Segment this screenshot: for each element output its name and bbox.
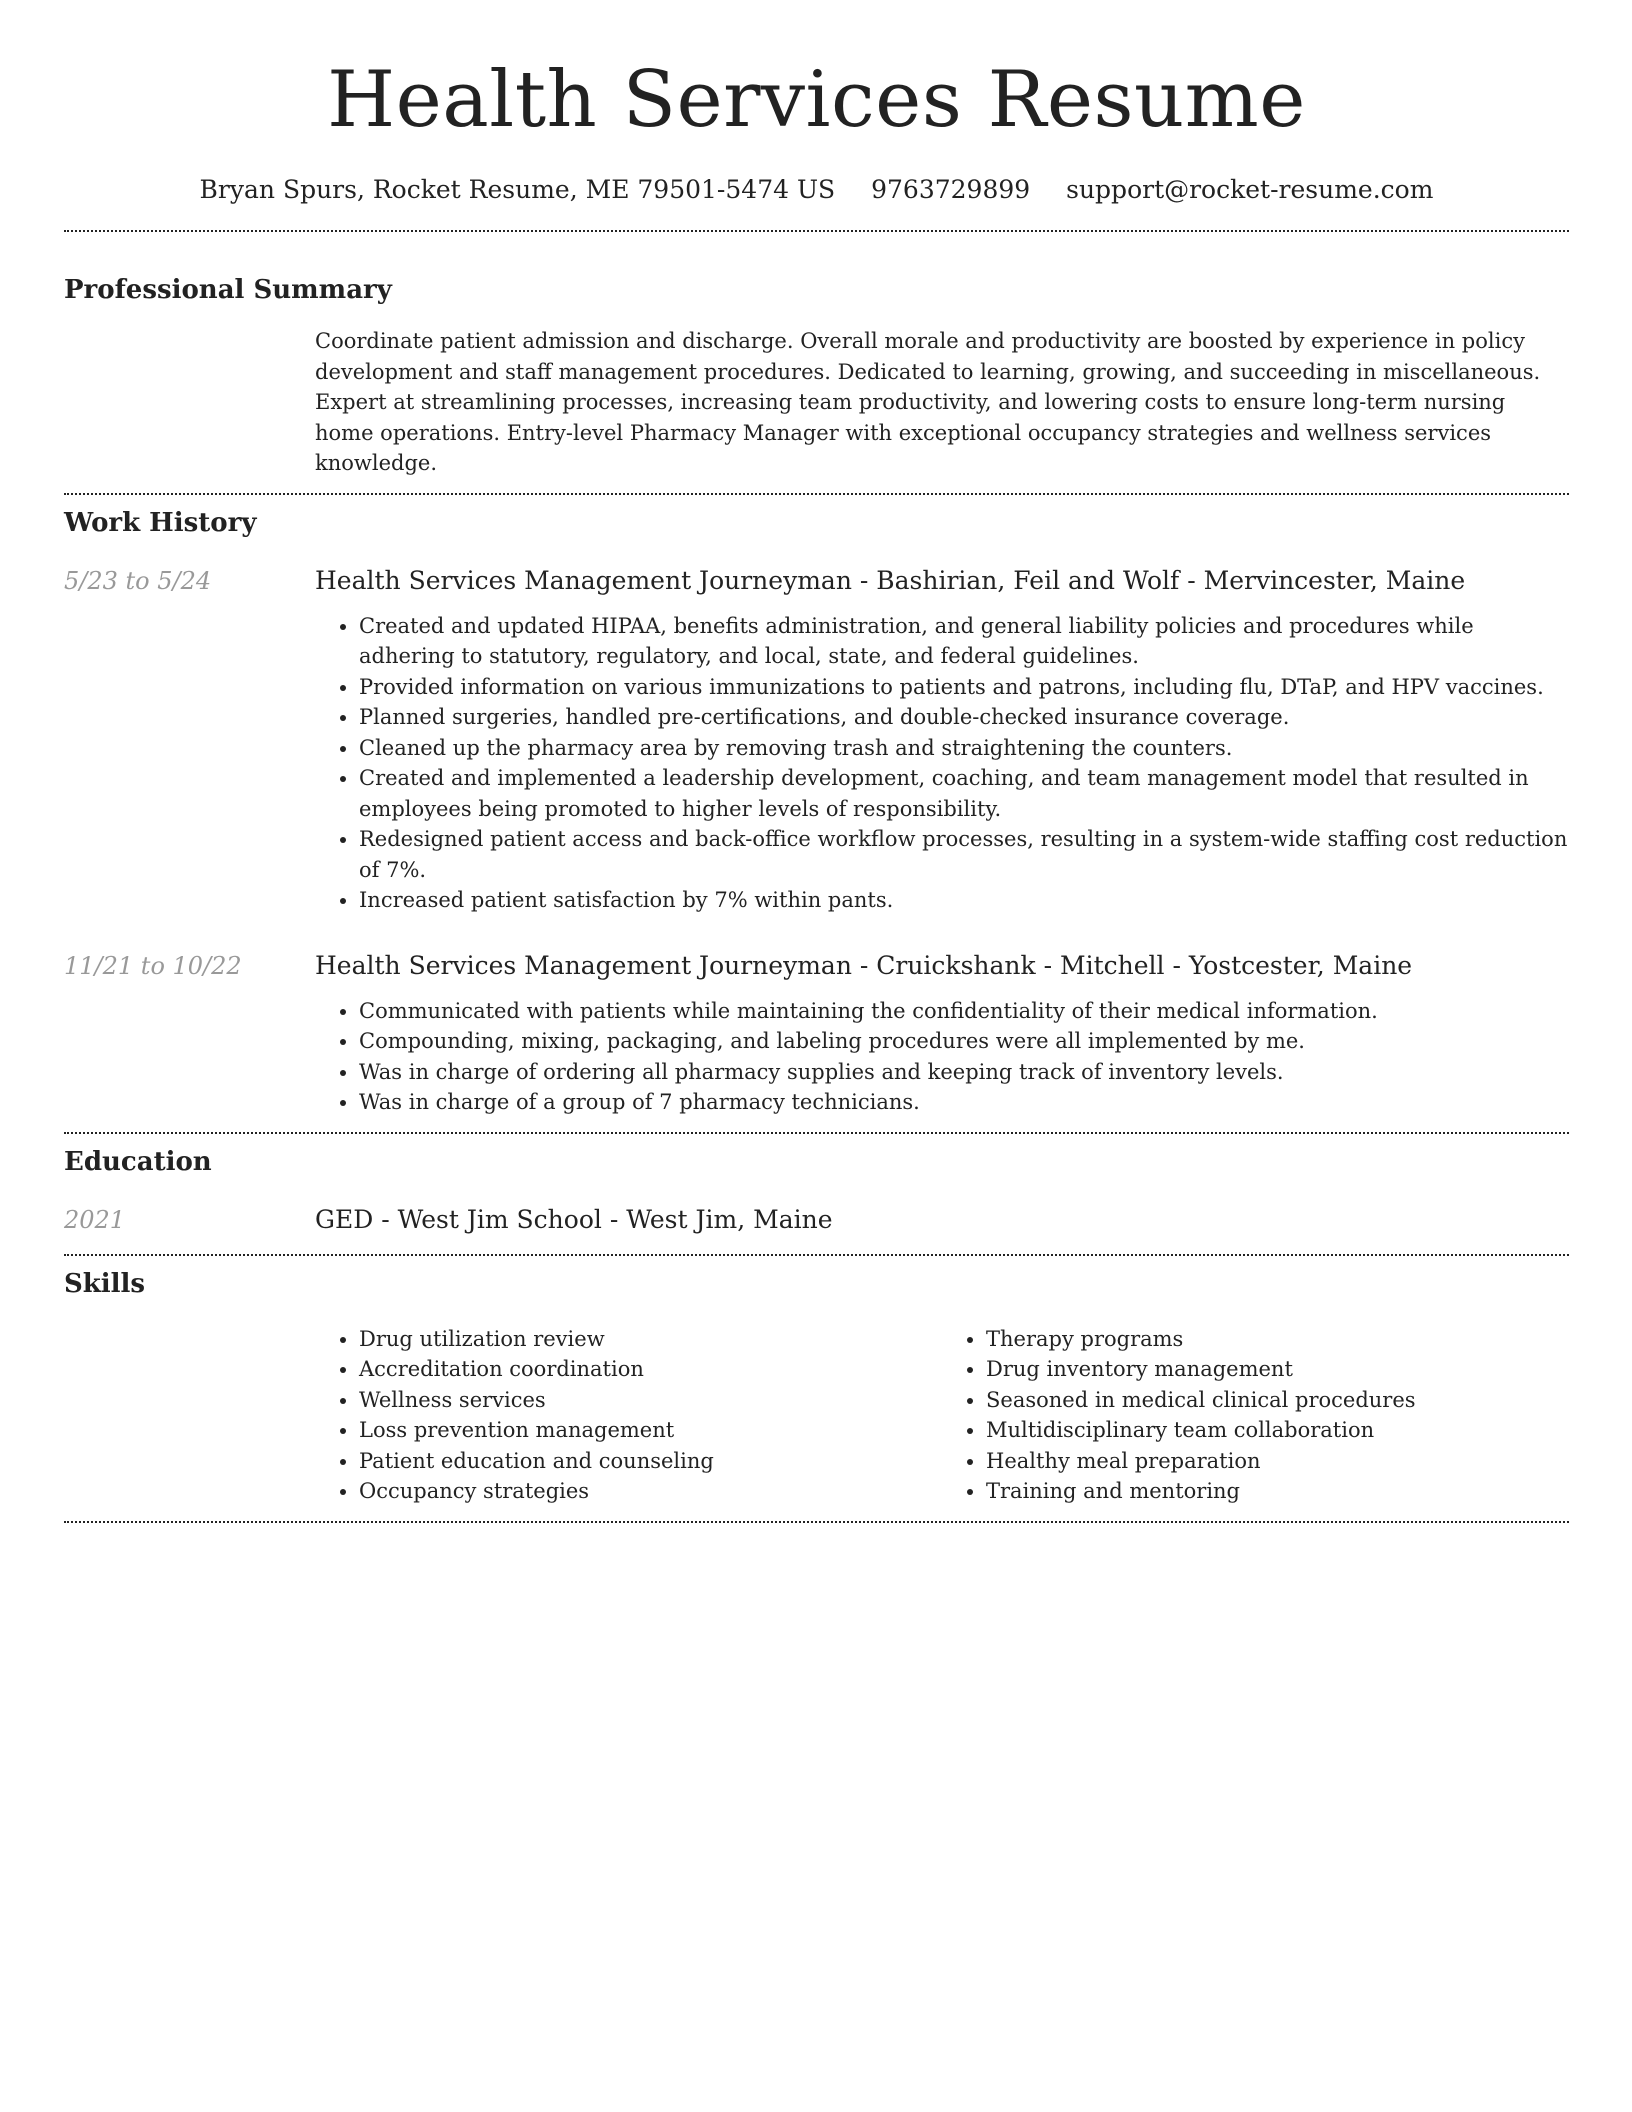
- work-history-heading: Work History: [64, 507, 257, 538]
- list-item: • Compounding, mixing, packaging, and labeling procedures were all implemented by me.: [359, 1026, 1569, 1057]
- summary-section: [64, 274, 1569, 479]
- contact-email: support@rocket-resume.com: [1066, 175, 1434, 204]
- list-item: • Provided information on various immunizations to patients and patrons, including flu, DTaP, and HPV vaccines.: [359, 672, 1569, 703]
- list-item: • Planned surgeries, handled pre-certifications, and double-checked insurance coverage.: [359, 702, 1569, 733]
- skill-item: • Seasoned in medical clinical procedures: [986, 1385, 1569, 1416]
- skills-section: [64, 1268, 1569, 1507]
- skill-item: • Accreditation coordination: [359, 1354, 942, 1385]
- summary-heading: Professional Summary: [64, 275, 392, 305]
- education-section: [64, 1146, 1569, 1236]
- contact-address: Bryan Spurs, Rocket Resume, ME 79501-5474 US: [199, 175, 836, 204]
- job-entry: [64, 950, 1569, 1118]
- job-dates: 5/23 to 5/24: [64, 566, 212, 595]
- skill-item: • Healthy meal preparation: [986, 1446, 1569, 1477]
- list-item: • Communicated with patients while maintaining the confidentiality of their medical information.: [359, 996, 1569, 1027]
- skills-list: [315, 1324, 1569, 1507]
- contact-line: [64, 174, 1569, 206]
- work-history-section: [64, 507, 1569, 1118]
- list-item: • Created and implemented a leadership development, coaching, and team management model that resulted in employees being promoted to higher levels of responsibility.: [359, 763, 1569, 824]
- divider: [64, 1132, 1569, 1134]
- job-entry: [64, 565, 1569, 916]
- list-item: • Increased patient satisfaction by 7% within pants.: [359, 885, 1569, 916]
- job-dates: 11/21 to 10/22: [64, 951, 242, 980]
- skill-item: • Training and mentoring: [986, 1476, 1569, 1507]
- job-title: Health Services Management Journeyman - Bashirian, Feil and Wolf - Mervincester, Maine: [315, 565, 1466, 595]
- job-title: Health Services Management Journeyman - Cruickshank - Mitchell - Yostcester, Maine: [315, 950, 1413, 980]
- divider: [64, 230, 1569, 232]
- education-heading: Education: [64, 1146, 212, 1177]
- list-item: • Was in charge of ordering all pharmacy supplies and keeping track of inventory levels.: [359, 1057, 1569, 1088]
- contact-phone: 9763729899: [871, 175, 1031, 204]
- skill-item: • Loss prevention management: [359, 1415, 942, 1446]
- skill-item: • Wellness services: [359, 1385, 942, 1416]
- divider: [64, 1521, 1569, 1523]
- skills-column-left: [315, 1324, 942, 1507]
- divider: [64, 1254, 1569, 1256]
- summary-text: Coordinate patient admission and discharge. Overall morale and productivity are boosted by experience in policy development and staff management procedures. Dedicated to learning, growing, and succeeding in miscellaneous. Expert at streamlining processes, increasing team productivity, and lowering costs to ensure long-term nursing home operations. Entry-level Pharmacy Manager with exceptional occupancy strategies and wellness services knowledge.: [315, 329, 1541, 475]
- job-bullets: [315, 996, 1569, 1118]
- list-item: • Created and updated HIPAA, benefits administration, and general liability policies and procedures while adhering to statutory, regulatory, and local, state, and federal guidelines.: [359, 611, 1569, 672]
- skill-item: • Patient education and counseling: [359, 1446, 942, 1477]
- skills-column-right: [942, 1324, 1569, 1507]
- list-item: • Was in charge of a group of 7 pharmacy technicians.: [359, 1087, 1569, 1118]
- resume-title: Health Services Resume: [327, 55, 1306, 145]
- skill-item: • Drug utilization review: [359, 1324, 942, 1355]
- job-bullets: [315, 611, 1569, 916]
- list-item: • Cleaned up the pharmacy area by removing trash and straightening the counters.: [359, 733, 1569, 764]
- skill-item: • Multidisciplinary team collaboration: [986, 1415, 1569, 1446]
- education-year: 2021: [64, 1205, 126, 1234]
- skills-heading: Skills: [64, 1268, 146, 1299]
- education-entry: GED - West Jim School - West Jim, Maine: [315, 1204, 833, 1234]
- divider: [64, 493, 1569, 495]
- skill-item: • Drug inventory management: [986, 1354, 1569, 1385]
- skill-item: • Occupancy strategies: [359, 1476, 942, 1507]
- resume-page: [64, 0, 1569, 1523]
- skill-item: • Therapy programs: [986, 1324, 1569, 1355]
- list-item: • Redesigned patient access and back-office workflow processes, resulting in a system-wide staffing cost reduction of 7%.: [359, 824, 1569, 885]
